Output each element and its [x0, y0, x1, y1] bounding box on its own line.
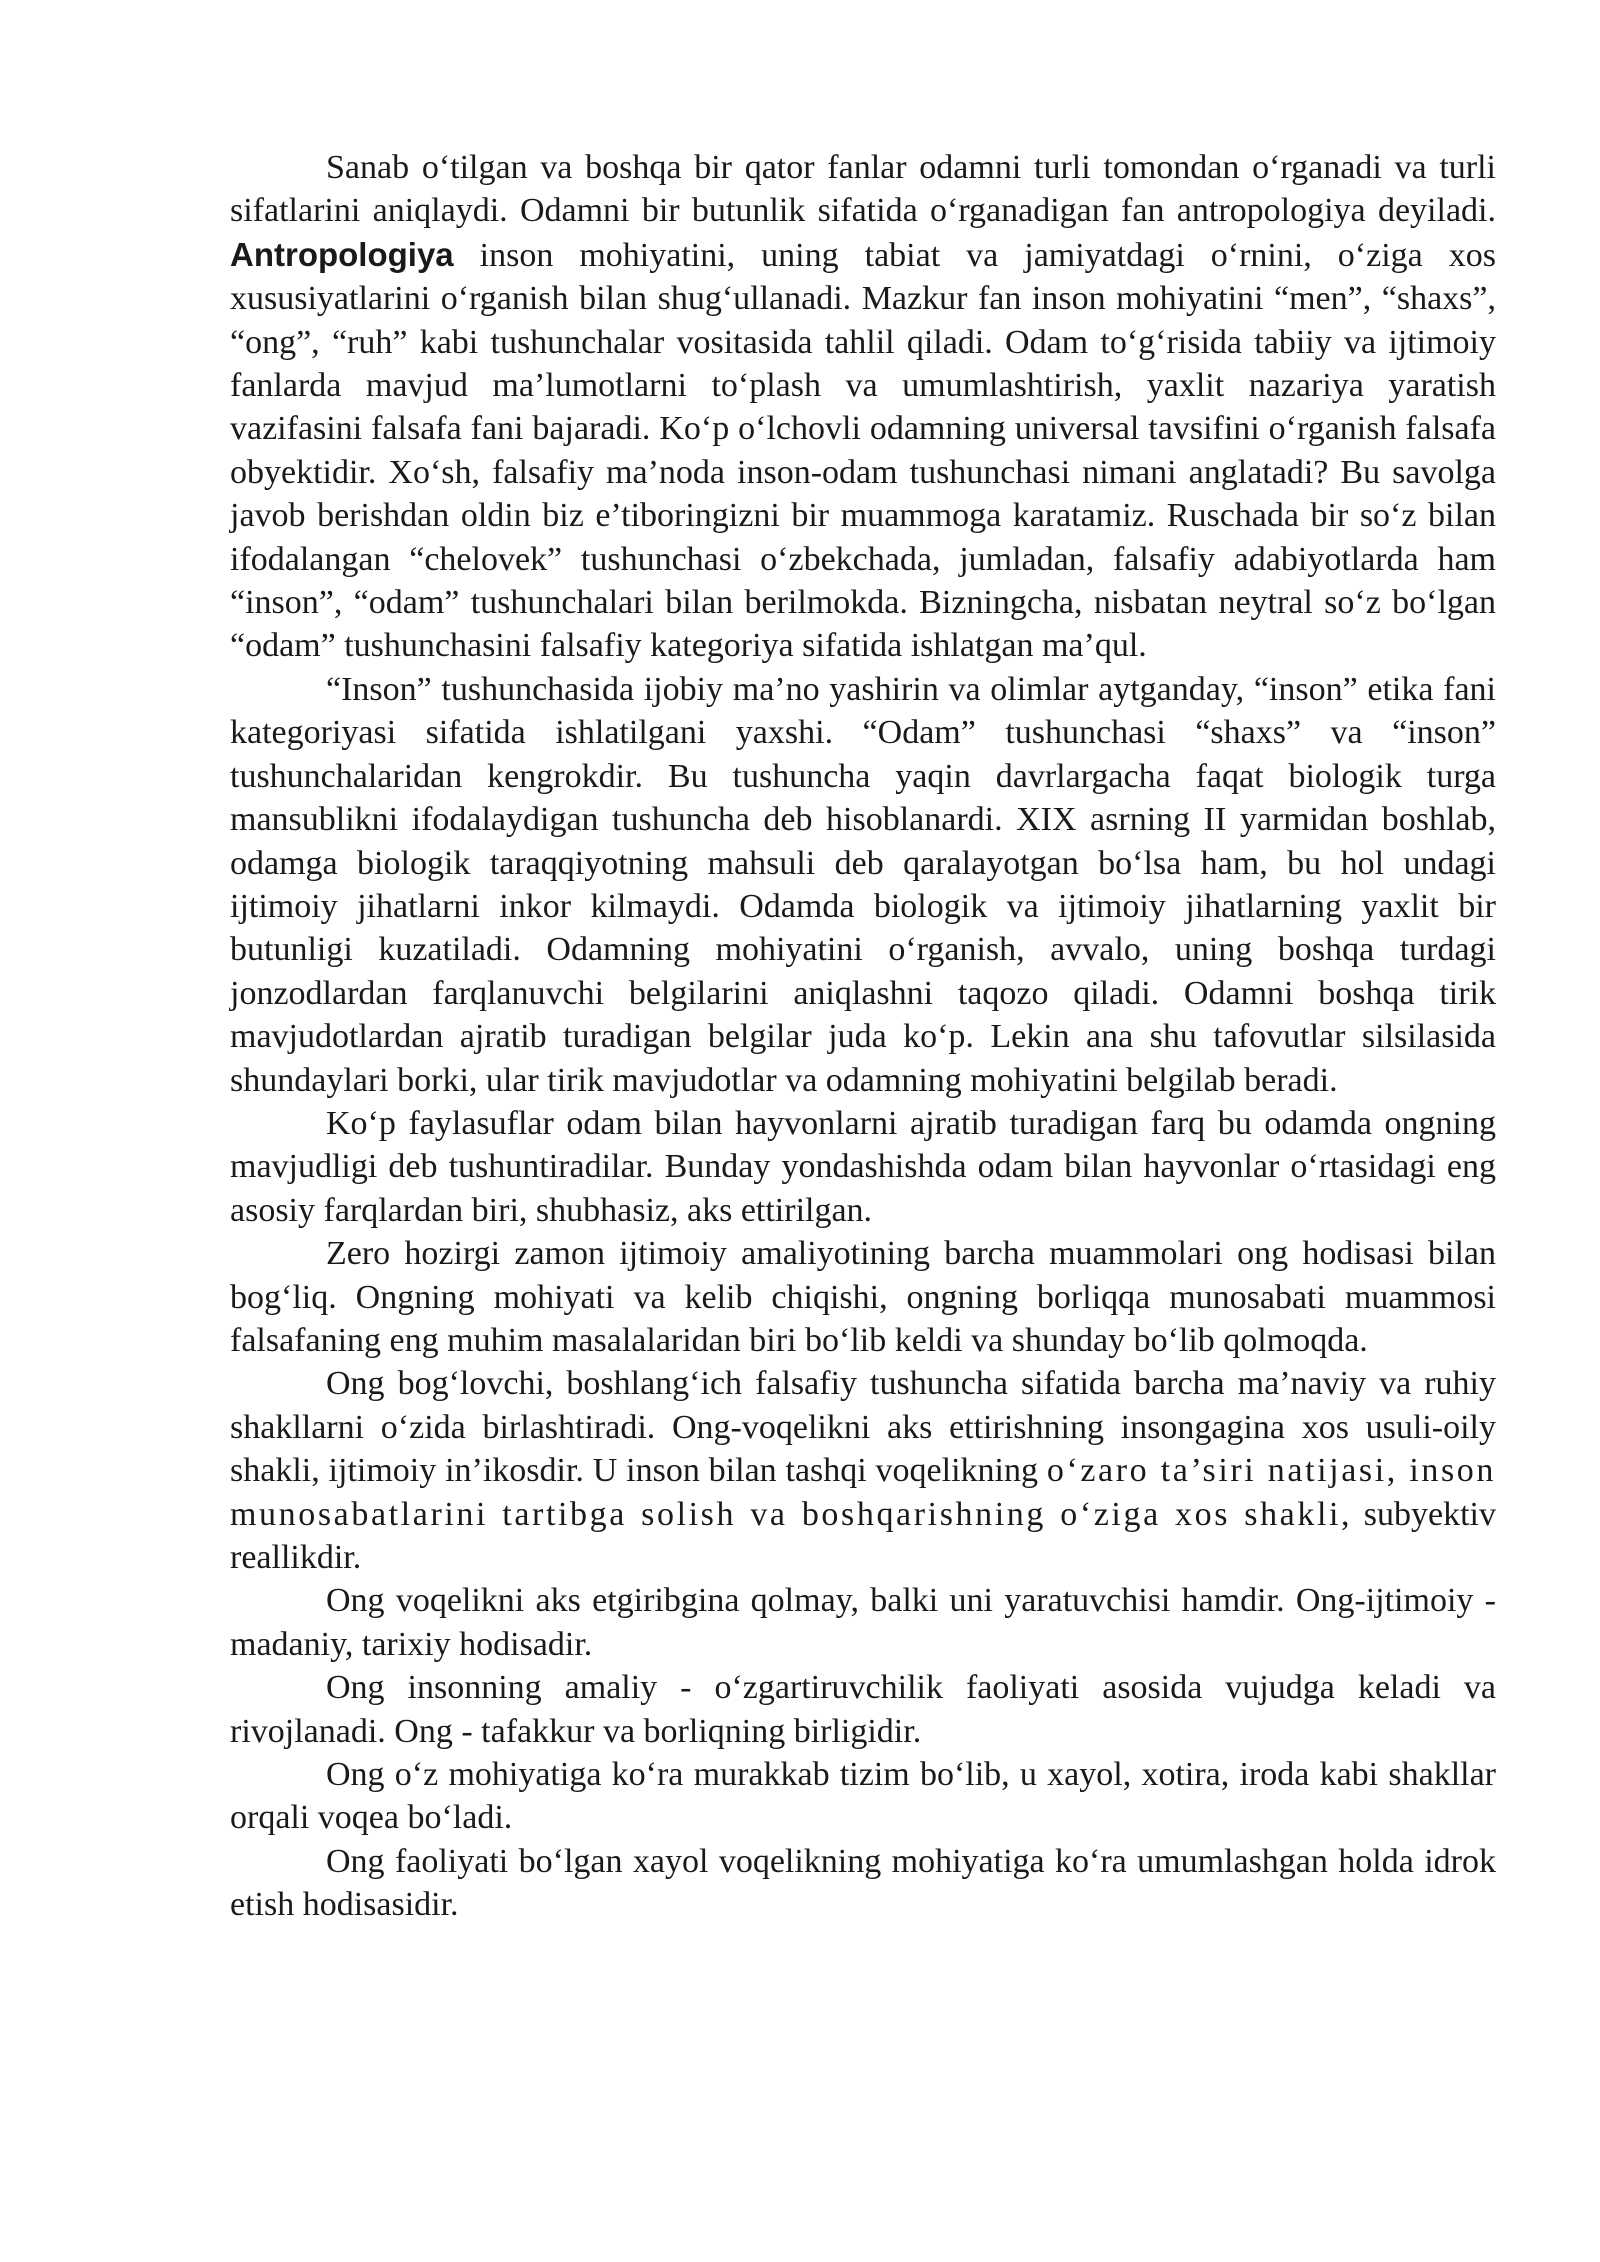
- paragraph-6: Ong voqelikni aks etgiribgina qolmay, balki uni yaratuvchisi hamdir. Ong-ijtimoiy - madaniy, tarixiy hodisadir.: [230, 1582, 1496, 1663]
- paragraph-5-text-a: Ong bog‘lovchi, boshlang‘ich falsafiy tushuncha sifatida barcha ma’naviy va ruhiy shakllarni o‘zida birlashtiradi. Ong-voqelikni aks ettirishning insongagina xos usuli-oily shakli, ijtimoiy in’ikosdir. U inson bilan tashqi voqelikning: [230, 1365, 1496, 1490]
- paragraph-4: Zero hozirgi zamon ijtimoiy amaliyotining barcha muammolari ong hodisasi bilan bog‘liq. Ongning mohiyati va kelib chiqishi, ongning borliqqa munosabati muammosi falsafaning eng muhim masalalaridan biri bo‘lib keldi va shunday bo‘lib qolmoqda.: [230, 1235, 1496, 1359]
- paragraph-5-spaced-text: o‘zaro ta’siri natijasi, inson munosabatlarini tartibga solish va boshqarishning o‘ziga xos shakli,: [230, 1452, 1497, 1533]
- paragraph-9: Ong faoliyati bo‘lgan xayol voqelikning mohiyatiga ko‘ra umumlashgan holda idrok etish hodisasidir.: [230, 1842, 1496, 1924]
- document-page: [230, 146, 1496, 1927]
- paragraph-8: Ong o‘z mohiyatiga ko‘ra murakkab tizim bo‘lib, u xayol, xotira, iroda kabi shakllar orqali voqea bo‘ladi.: [230, 1756, 1496, 1837]
- paragraph-2: “Inson” tushunchasida ijobiy ma’no yashirin va olimlar aytganday, “inson” etika fani kategoriyasi sifatida ishlatilgani yaxshi. “Odam” tushunchasi “shaxs” va “inson” tushunchalaridan kengrokdir. Bu tushuncha yaqin davrlargacha faqat biologik turga mansublikni ifodalaydigan tushuncha deb hisoblanardi. XIX asrning II yarmidan boshlab, odamga biologik taraqqiyotning mahsuli deb qaralayotgan bo‘lsa ham, bu hol undagi ijtimoiy jihatlarni inkor kilmaydi. Odamda biologik va ijtimoiy jihatlarning yaxlit bir butunligi kuzatiladi. Odamning mohiyatini o‘rganish, avvalo, uning boshqa turdagi jonzodlardan farqlanuvchi belgilarini aniqlashni taqozo qiladi. Odamni boshqa tirik mavjudotlardan ajratib turadigan belgilar juda ko‘p. Lekin ana shu tafovutlar silsilasida shundaylari borki, ular tirik mavjudotlar va odamning mohiyatini belgilab beradi.: [230, 670, 1496, 1099]
- paragraph-1-text-a: Sanab o‘tilgan va boshqa bir qator fanlar odamni turli tomondan o‘rganadi va turli sifatlarini aniqlaydi. Odamni bir butunlik sifatida o‘rganadigan fan antropologiya deyiladi.: [230, 149, 1496, 230]
- paragraph-5-text-b: subyektiv reallikdir.: [230, 1495, 1497, 1576]
- paragraph-5: [230, 1362, 1496, 1579]
- term-antropologiya: Antropologiya: [230, 235, 454, 273]
- paragraph-1: [230, 146, 1496, 668]
- paragraph-3: Ko‘p faylasuflar odam bilan hayvonlarni ajratib turadigan farq bu odamda ongning mavjudligi deb tushuntiradilar. Bunday yondashishda odam bilan hayvonlar o‘rtasidagi eng asosiy farqlardan biri, shubhasiz, aks ettirilgan.: [230, 1104, 1496, 1229]
- paragraph-1-text-b: inson mohiyatini, uning tabiat va jamiyatdagi o‘rnini, o‘ziga xos xususiyatlarini o‘rganish bilan shug‘ullanadi. Mazkur fan inson mohiyatini “men”, “shaxs”, “ong”, “ruh” kabi tushunchalar vositasida tahlil qiladi. Odam to‘g‘risida tabiiy va ijtimoiy fanlarda mavjud ma’lumotlarni to‘plash va umumlashtirish, yaxlit nazariya yaratish vazifasini falsafa fani bajaradi. Ko‘p o‘lchovli odamning universal tavsifini o‘rganish falsafa obyektidir. Xo‘sh, falsafiy ma’noda inson-odam tushunchasi nimani anglatadi? Bu savolga javob berishdan oldin biz e’tiboringizni bir muammoga karatamiz. Ruschada bir so‘z bilan ifodalangan “chelovek” tushunchasi o‘zbekchada, jumladan, falsafiy adabiyotlarda ham “inson”, “odam” tushunchalari bilan berilmokda. Bizningcha, nisbatan neytral so‘z bo‘lgan “odam” tushunchasini falsafiy kategoriya sifatida ishlatgan ma’qul.: [230, 236, 1496, 665]
- paragraph-7: Ong insonning amaliy - o‘zgartiruvchilik faoliyati asosida vujudga keladi va rivojlanadi. Ong - tafakkur va borliqning birligidir.: [230, 1669, 1496, 1750]
